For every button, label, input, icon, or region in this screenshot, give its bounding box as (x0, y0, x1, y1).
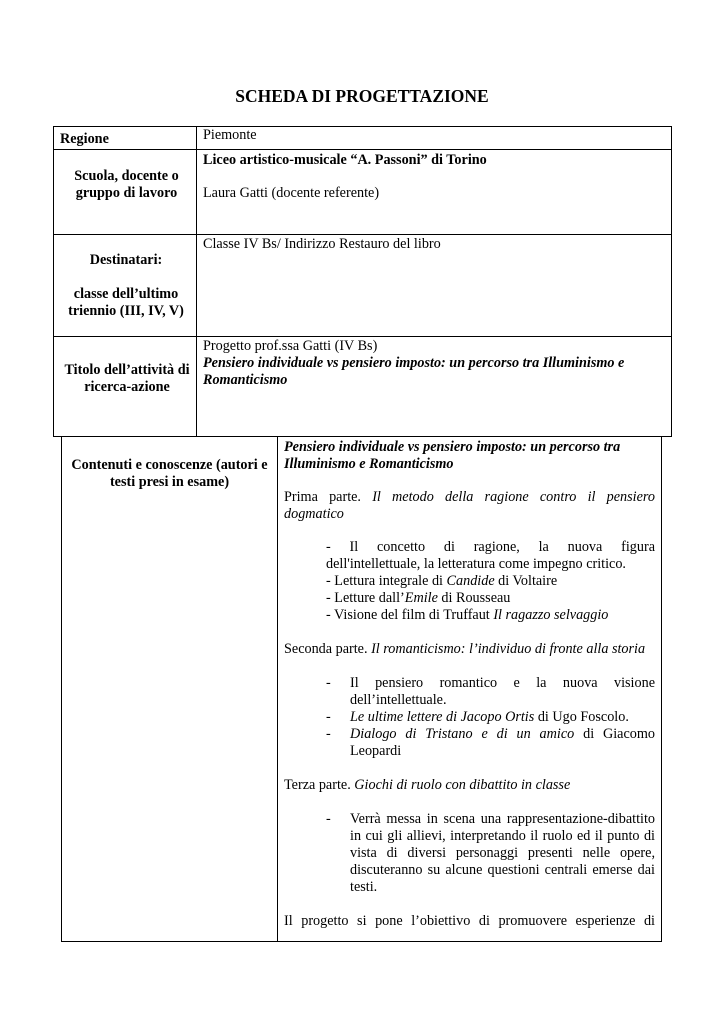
regione-label: Regione (60, 131, 109, 147)
contents-heading: Pensiero individuale vs pensiero imposto: un percorso tra Illuminismo e Romanticismo (284, 439, 621, 472)
list-item: - Il concetto di ragione, la nuova figura (326, 539, 655, 555)
destinatari-value: Classe IV Bs/ Indirizzo Restauro del libro (203, 236, 441, 252)
scuola-label: Scuola, docente o gruppo di lavoro (74, 168, 179, 201)
titolo-line1: Progetto prof.ssa Gatti (IV Bs) (203, 338, 378, 354)
list-item: - Letture dall’Emile di Rousseau (326, 590, 511, 606)
column-divider (196, 126, 197, 437)
part2-heading: Seconda parte. Il romanticismo: l’individuo di fronte alla storia (284, 641, 646, 657)
list-item: - Lettura integrale di Candide di Voltaire (326, 573, 558, 589)
destinatari-label: Destinatari: (89, 252, 163, 268)
part2-list (284, 675, 655, 760)
page-title: SCHEDA DI PROGETTAZIONE (235, 86, 489, 106)
contenuti-label: Contenuti e conoscenze (autori e testi presi in esame) (71, 457, 268, 490)
row-divider (53, 336, 672, 337)
scuola-school: Liceo artistico-musicale “A. Passoni” di Torino (203, 152, 487, 168)
list-item: dell'intellettuale, la letteratura come impegno critico. (326, 556, 626, 572)
contents-body (284, 439, 655, 930)
table-border-left (53, 126, 54, 437)
table-border-bottom (61, 941, 662, 942)
titolo-label: Titolo dell’attività di ricerca-azione (64, 362, 190, 395)
part3-list (284, 811, 655, 896)
column-divider (277, 437, 278, 942)
titolo-line2: Pensiero individuale vs pensiero imposto: un percorso tra Illuminismo e Romanticismo (203, 355, 625, 388)
list-item: - Verrà messa in scena una rappresentazione-dibattito in cui gli allievi, interpretando il ruolo ed il punto di vista di diversi personaggi presenti nelle opere, discuteranno su alcune questioni centrali emerse dai testi. (326, 811, 655, 895)
table-border-bottom (53, 436, 672, 437)
destinatari-sub: classe dell’ultimo triennio (III, IV, V) (68, 286, 184, 319)
row-divider (53, 234, 672, 235)
list-item: - Le ultime lettere di Jacopo Ortis di Ugo Foscolo. (326, 709, 629, 725)
table-border-left (61, 437, 62, 942)
part1-list (284, 539, 655, 624)
closing-text: Il progetto si pone l’obiettivo di promuovere esperienze di (284, 913, 655, 929)
regione-value: Piemonte (203, 127, 257, 143)
row-divider (53, 149, 672, 150)
table-border-right (661, 437, 662, 942)
part3-heading: Terza parte. Giochi di ruolo con dibattito in classe (284, 777, 571, 793)
list-item: - Dialogo di Tristano e di un amico di Giacomo Leopardi (326, 726, 656, 759)
scuola-teacher: Laura Gatti (docente referente) (203, 185, 380, 201)
list-item: - Visione del film di Truffaut Il ragazzo selvaggio (326, 607, 609, 623)
table-border-right (671, 126, 672, 437)
list-item: - Il pensiero romantico e la nuova visione dell’intellettuale. (326, 675, 655, 708)
part1-heading: Prima parte. Il metodo della ragione contro il pensiero dogmatico (284, 489, 656, 522)
